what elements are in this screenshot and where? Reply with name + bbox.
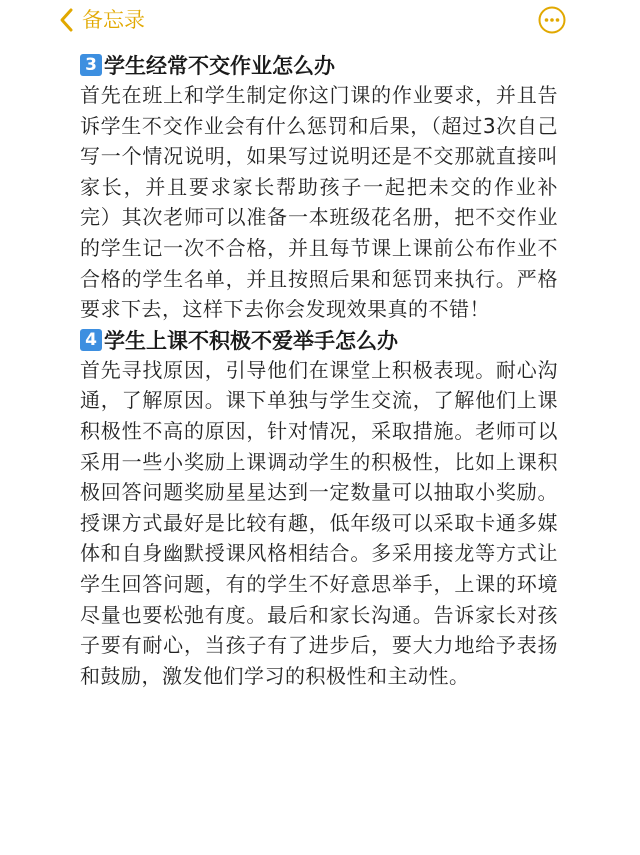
section-heading [80,50,558,80]
navigation-bar [0,0,640,44]
section-body: 首先寻找原因，引导他们在课堂上积极表现。耐心沟通，了解原因。课下单独与学生交流，了解他们上课积极性不高的原因，针对情况，采取措施。老师可以采用一些小奖励上课调动学生的积极性，比如上课积极回答问题奖励星星达到一定数量可以抽取小奖励。授课方式最好是比较有趣，低年级可以采取卡通多媒体和自身幽默授课风格相结合。多采用接龙等方式让学生回答问题，有的学生不好意思举手，上课的环境尽量也要松弛有度。最后和家长沟通。告诉家长对孩子要有耐心，当孩子有了进步后，要大力地给予表扬和鼓励，激发他们学习的积极性和主动性。 [80,357,558,688]
note-content[interactable] [80,50,558,691]
section-title: 学生上课不积极不爱举手怎么办 [104,328,398,353]
section-heading [80,325,558,355]
note-section-3 [80,50,558,325]
note-section-4 [80,325,558,692]
more-circle-icon[interactable] [538,6,566,34]
number-badge: 4 [80,329,102,351]
chevron-left-icon [56,7,78,33]
section-body: 首先在班上和学生制定你这门课的作业要求，并且告诉学生不交作业会有什么惩罚和后果，（超过3次自己写一个情况说明，如果写过说明还是不交那就直接叫家长，并且要求家长帮助孩子一起把未交的作业补完）其次老师可以准备一本班级花名册，把不交作业的学生记一次不合格，并且每节课上课前公布作业不合格的学生名单，并且按照后果和惩罚来执行。严格要求下去，这样下去你会发现效果真的不错！ [80,83,558,322]
section-title: 学生经常不交作业怎么办 [104,54,335,78]
back-button[interactable] [56,4,145,36]
back-label: 备忘录 [82,8,145,32]
number-badge: 3 [80,54,102,76]
